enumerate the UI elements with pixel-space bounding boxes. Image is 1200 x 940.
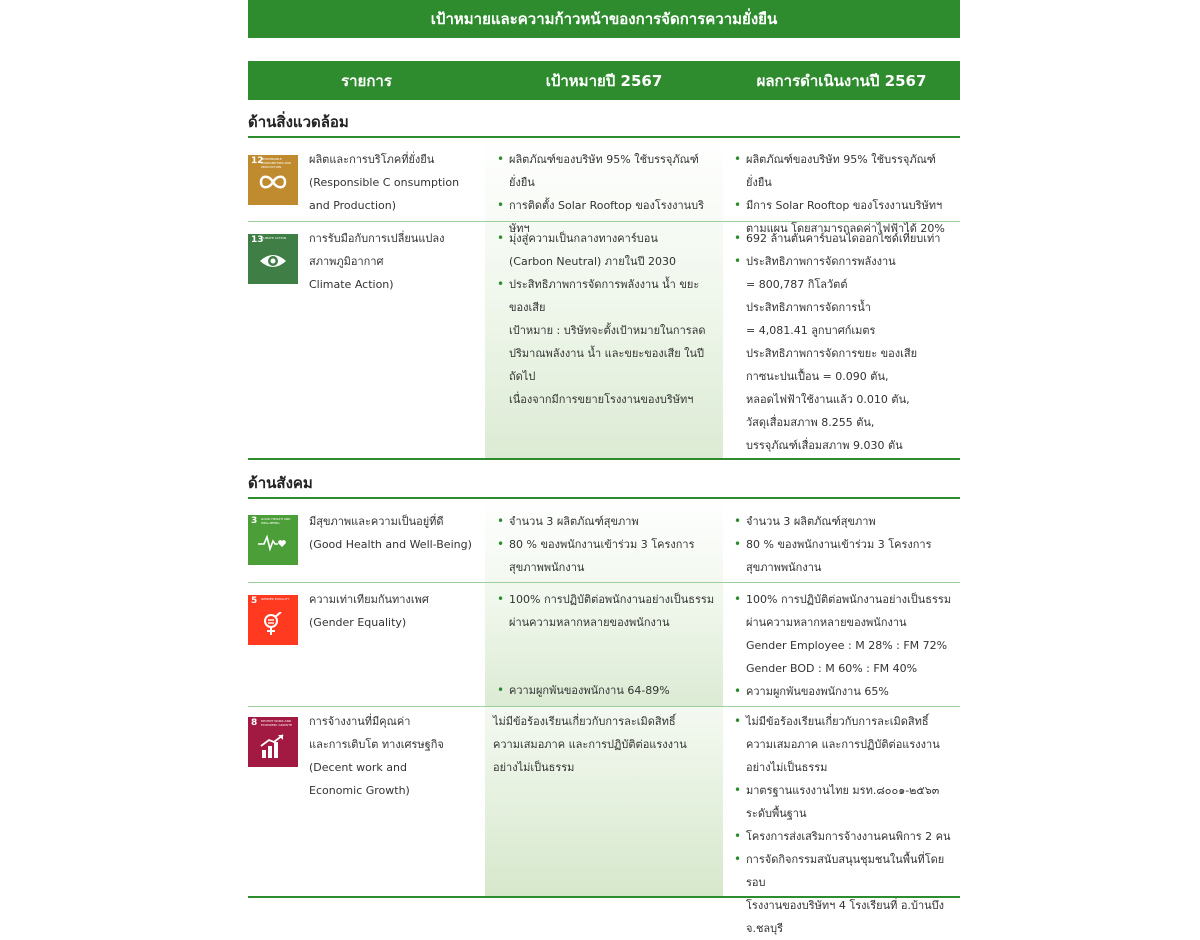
infinity-icon bbox=[258, 172, 288, 192]
bullet-item: • มีการ Solar Rooftop ของโรงงานบริษัทฯ ตามแผน โดยสามารถลดค่าไฟฟ้าได้ 20% bbox=[732, 194, 960, 240]
column-header-item: รายการ bbox=[341, 71, 392, 90]
row-divider bbox=[248, 706, 960, 707]
item-line: Economic Growth) bbox=[309, 784, 410, 797]
column-header-target: เป้าหมายปี 2567 bbox=[545, 71, 663, 90]
item-line: สภาพภูมิอากาศ bbox=[309, 255, 384, 268]
item-line: และการเติบโต ทางเศรษฐกิจ bbox=[309, 738, 444, 751]
target-line: ความเสมอภาค และการปฏิบัติต่อแรงงาน bbox=[493, 738, 687, 751]
row-target-sdg5-engagement bbox=[495, 679, 717, 702]
sdg-number: 5 bbox=[251, 596, 258, 606]
bullet-item: • ความผูกพันของพนักงาน 64-89% bbox=[495, 679, 717, 702]
gender-equality-icon bbox=[258, 612, 288, 636]
sdg-5-badge bbox=[248, 595, 298, 645]
sdg-label: CLIMATE ACTION bbox=[261, 236, 287, 240]
row-item-sdg12 bbox=[309, 148, 479, 217]
item-line: and Production) bbox=[309, 199, 397, 212]
column-header-result: ผลการดำเนินงานปี 2567 bbox=[756, 71, 927, 90]
sdg-number: 3 bbox=[251, 516, 258, 526]
bullet-item: • 80 % ของพนักงานเข้าร่วม 3 โครงการ สุขภาพพนักงาน bbox=[495, 533, 717, 579]
bullet-item: • จำนวน 3 ผลิตภัณฑ์สุขภาพ bbox=[732, 510, 960, 533]
row-item-sdg13 bbox=[309, 227, 479, 296]
table-bottom-border bbox=[248, 896, 960, 898]
bullet-item: • การติดตั้ง Solar Rooftop ของโรงงานบริษัทฯ bbox=[495, 194, 717, 240]
row-item-sdg8 bbox=[309, 710, 479, 802]
growth-chart-icon bbox=[258, 734, 288, 758]
bullet-item: • ไม่มีข้อร้องเรียนเกี่ยวกับการละเมิดสิทธิ์ ความเสมอภาค และการปฏิบัติต่อแรงงาน อย่างไม่เป็นธรรม bbox=[732, 710, 960, 779]
target-line: อย่างไม่เป็นธรรม bbox=[493, 761, 575, 774]
bullet-item: • โครงการส่งเสริมการจ้างงานคนพิการ 2 คน bbox=[732, 825, 960, 848]
item-line: ความเท่าเทียมกันทางเพศ bbox=[309, 593, 429, 606]
sdg-label: GENDER EQUALITY bbox=[261, 597, 290, 601]
row-result-sdg5 bbox=[732, 588, 960, 703]
bullet-item: • ผลิตภัณฑ์ของบริษัท 95% ใช้บรรจุภัณฑ์ยั่งยืน bbox=[495, 148, 717, 194]
item-line: (Good Health and Well-Being) bbox=[309, 538, 472, 551]
bullet-item: • 100% การปฏิบัติต่อพนักงานอย่างเป็นธรรม ผ่านความหลากหลายของพนักงาน Gender Employee : M 28% : FM 72% Gender BOD : M 60% : FM 40% bbox=[732, 588, 960, 680]
row-target-sdg8 bbox=[493, 710, 719, 779]
bullet-item: • 80 % ของพนักงานเข้าร่วม 3 โครงการ สุขภาพพนักงาน bbox=[732, 533, 960, 579]
row-target-sdg13 bbox=[495, 227, 717, 411]
item-line: การจ้างงานที่มีคุณค่า bbox=[309, 715, 411, 728]
page-title: เป้าหมายและความก้าวหน้าของการจัดการความยั่งยืน bbox=[248, 0, 960, 38]
sustainability-table bbox=[248, 0, 960, 935]
sdg-12-badge bbox=[248, 155, 298, 205]
row-divider bbox=[248, 582, 960, 583]
item-line: มีสุขภาพและความเป็นอยู่ที่ดี bbox=[309, 515, 444, 528]
sdg-3-badge bbox=[248, 515, 298, 565]
bullet-item: • 692 ล้านตันคาร์บอนไดออกไซด์เทียบเท่า bbox=[732, 227, 960, 250]
sdg-number: 8 bbox=[251, 718, 258, 728]
bullet-item: • ประสิทธิภาพการจัดการพลังงาน = 800,787 กิโลวัตต์ ประสิทธิภาพการจัดการน้ำ = 4,081.41 ลูกบาศก์เมตร ประสิทธิภาพการจัดการขยะ ของเสีย กาซนะปนเปื้อน = 0.090 ตัน, หลอดไฟฟ้าใช้งานแล้ว 0.010 ตัน, วัสดุเสื่อมสภาพ 8.255 ตัน, บรรจุภัณฑ์เสื่อมสภาพ 9.030 ตัน bbox=[732, 250, 960, 457]
eye-globe-icon bbox=[258, 251, 288, 271]
item-line: การรับมือกับการเปลี่ยนแปลง bbox=[309, 232, 445, 245]
row-result-sdg3 bbox=[732, 510, 960, 579]
sdg-number: 13 bbox=[251, 235, 264, 245]
row-result-sdg13 bbox=[732, 227, 960, 457]
item-line: ผลิตและการบริโภคที่ยั่งยืน bbox=[309, 153, 435, 166]
item-line: (Gender Equality) bbox=[309, 616, 407, 629]
sdg-label: RESPONSIBLE CONSUMPTION AND PRODUCTION bbox=[261, 157, 292, 169]
sdg-8-badge bbox=[248, 717, 298, 767]
row-target-sdg5 bbox=[495, 588, 717, 634]
bullet-item: • การจัดกิจกรรมสนับสนุนชุมชนในพื้นที่โดยรอบ โรงงานของบริษัทฯ 4 โรงเรียนที่ อ.บ้านบึง จ.ชลบุรี bbox=[732, 848, 960, 940]
bullet-item: • มาตรฐานแรงงานไทย มรท.๘๐๐๑-๒๕๖๓ ระดับพื้นฐาน bbox=[732, 779, 960, 825]
heartbeat-icon bbox=[258, 532, 288, 552]
bullet-item: • ความผูกพันของพนักงาน 65% bbox=[732, 680, 960, 703]
row-divider bbox=[248, 221, 960, 222]
row-item-sdg5 bbox=[309, 588, 479, 634]
bullet-item: • ประสิทธิภาพการจัดการพลังงาน น้ำ ขยะ ของเสีย เป้าหมาย : บริษัทจะตั้งเป้าหมายในการลด ปริมาณพลังงาน น้ำ และขยะของเสีย ในปีถัดไป เนื่องจากมีการขยายโรงงานของบริษัทฯ bbox=[495, 273, 717, 411]
column-header-row bbox=[248, 61, 960, 100]
bullet-item: • จำนวน 3 ผลิตภัณฑ์สุขภาพ bbox=[495, 510, 717, 533]
item-line: Climate Action) bbox=[309, 278, 394, 291]
sdg-number: 12 bbox=[251, 156, 264, 166]
sdg-13-badge bbox=[248, 234, 298, 284]
target-line: ไม่มีข้อร้องเรียนเกี่ยวกับการละเมิดสิทธิ์ bbox=[493, 715, 676, 728]
bullet-item: • มุ่งสู่ความเป็นกลางทางคาร์บอน (Carbon Neutral) ภายในปี 2030 bbox=[495, 227, 717, 273]
sdg-label: DECENT WORK AND ECONOMIC GROWTH bbox=[261, 719, 293, 727]
row-target-sdg3 bbox=[495, 510, 717, 579]
section-title-environment: ด้านสิ่งแวดล้อม bbox=[248, 113, 349, 131]
sdg-label: GOOD HEALTH AND WELL-BEING bbox=[261, 517, 291, 525]
item-line: (Responsible C onsumption bbox=[309, 176, 460, 189]
item-line: (Decent work and bbox=[309, 761, 407, 774]
bullet-item: • 100% การปฏิบัติต่อพนักงานอย่างเป็นธรรม ผ่านความหลากหลายของพนักงาน bbox=[495, 588, 717, 634]
section-divider bbox=[248, 458, 960, 460]
bullet-item: • ผลิตภัณฑ์ของบริษัท 95% ใช้บรรจุภัณฑ์ยั่งยืน bbox=[732, 148, 960, 194]
row-result-sdg8 bbox=[732, 710, 960, 940]
section-title-social: ด้านสังคม bbox=[248, 474, 313, 492]
row-item-sdg3 bbox=[309, 510, 479, 556]
